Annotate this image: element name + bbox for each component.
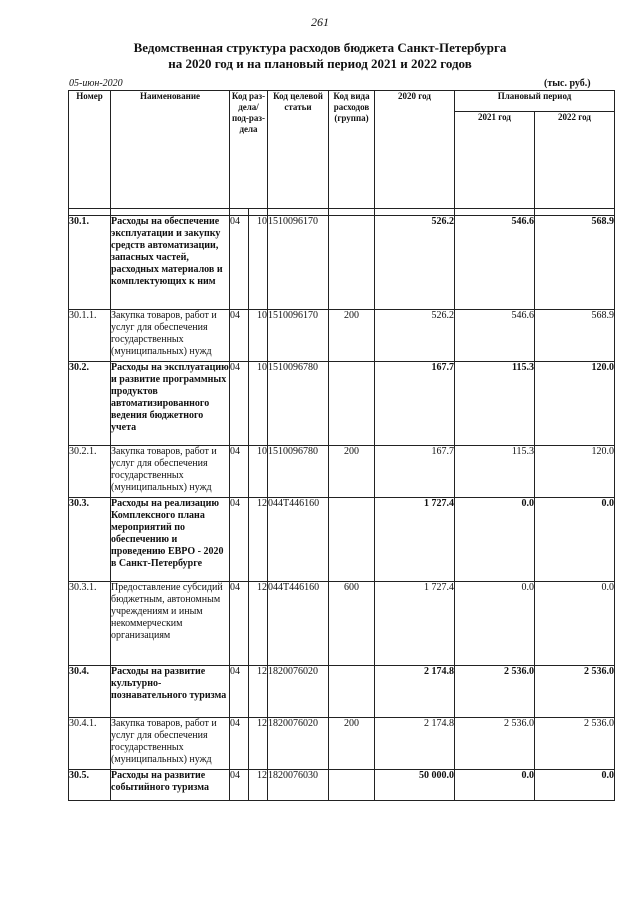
header-year-2022: 2022 год — [535, 112, 615, 209]
row-section: 04 — [230, 216, 249, 310]
row-value-2020: 526.2 — [375, 216, 455, 310]
row-target-code: 1820076030 — [268, 770, 329, 801]
row-subsection: 12 — [249, 498, 268, 582]
row-target-code: 1820076020 — [268, 718, 329, 770]
row-value-2020: 2 174.8 — [375, 666, 455, 718]
table-row — [69, 216, 615, 310]
units-label: (тыс. руб.) — [544, 78, 591, 89]
header-plan-period: Плановый период — [455, 91, 615, 112]
row-value-2021: 546.6 — [455, 310, 535, 362]
table-row — [69, 362, 615, 446]
row-section: 04 — [230, 446, 249, 498]
table-row — [69, 770, 615, 801]
row-value-2022: 0.0 — [535, 582, 615, 666]
row-value-2022: 2 536.0 — [535, 718, 615, 770]
header-number: Номер — [69, 91, 111, 209]
spacer-cell — [249, 209, 268, 216]
row-section: 04 — [230, 770, 249, 801]
row-target-code: 044Т446160 — [268, 498, 329, 582]
row-section: 04 — [230, 310, 249, 362]
row-number: 30.4.1. — [69, 718, 111, 770]
row-section: 04 — [230, 666, 249, 718]
row-subsection: 12 — [249, 666, 268, 718]
row-value-2020: 50 000.0 — [375, 770, 455, 801]
budget-table — [68, 90, 615, 801]
spacer-cell — [455, 209, 535, 216]
row-expense-kind: 600 — [329, 582, 375, 666]
row-name: Расходы на эксплуатацию и развитие программных продуктов автоматизированного ведения бюджетного учета — [111, 362, 230, 446]
header-section-code: Код раз-дела/ под-раз-дела — [230, 91, 268, 209]
table-row — [69, 582, 615, 666]
row-subsection: 12 — [249, 582, 268, 666]
row-value-2021: 0.0 — [455, 582, 535, 666]
row-number: 30.4. — [69, 666, 111, 718]
row-number: 30.3. — [69, 498, 111, 582]
row-value-2020: 167.7 — [375, 362, 455, 446]
header-year-2020: 2020 год — [375, 91, 455, 209]
title-line-1: Ведомственная структура расходов бюджета Санкт-Петербурга — [133, 40, 507, 55]
page-number: 261 — [311, 15, 329, 29]
row-section: 04 — [230, 362, 249, 446]
row-subsection: 10 — [249, 310, 268, 362]
spacer-cell — [535, 209, 615, 216]
row-value-2021: 2 536.0 — [455, 718, 535, 770]
row-value-2021: 0.0 — [455, 498, 535, 582]
row-section: 04 — [230, 718, 249, 770]
table-row — [69, 718, 615, 770]
document-date: 05-июн-2020 — [69, 78, 123, 89]
document-title — [0, 40, 640, 72]
row-value-2022: 0.0 — [535, 498, 615, 582]
row-target-code: 1510096170 — [268, 310, 329, 362]
table-spacer-row — [69, 209, 615, 216]
row-value-2022: 120.0 — [535, 362, 615, 446]
row-target-code: 044Т446160 — [268, 582, 329, 666]
header-expense-kind: Код вида расходов (группа) — [329, 91, 375, 209]
row-value-2020: 167.7 — [375, 446, 455, 498]
row-value-2022: 0.0 — [535, 770, 615, 801]
row-value-2022: 2 536.0 — [535, 666, 615, 718]
row-subsection: 10 — [249, 446, 268, 498]
row-name: Закупка товаров, работ и услуг для обеспечения государственных (муниципальных) нужд — [111, 310, 230, 362]
row-expense-kind — [329, 362, 375, 446]
row-value-2021: 2 536.0 — [455, 666, 535, 718]
row-name: Расходы на развитие культурно-познавательного туризма — [111, 666, 230, 718]
row-name: Закупка товаров, работ и услуг для обеспечения государственных (муниципальных) нужд — [111, 718, 230, 770]
table-row — [69, 446, 615, 498]
row-value-2020: 526.2 — [375, 310, 455, 362]
row-expense-kind: 200 — [329, 310, 375, 362]
row-value-2020: 2 174.8 — [375, 718, 455, 770]
row-name: Расходы на обеспечение эксплуатации и закупку средств автоматизации, запасных частей, расходных материалов и комплектующих к ним — [111, 216, 230, 310]
row-name: Закупка товаров, работ и услуг для обеспечения государственных (муниципальных) нужд — [111, 446, 230, 498]
row-target-code: 1510096170 — [268, 216, 329, 310]
row-expense-kind — [329, 498, 375, 582]
header-name: Наименование — [111, 91, 230, 209]
spacer-cell — [375, 209, 455, 216]
row-number: 30.1.1. — [69, 310, 111, 362]
row-number: 30.2.1. — [69, 446, 111, 498]
row-value-2021: 546.6 — [455, 216, 535, 310]
row-value-2021: 115.3 — [455, 362, 535, 446]
row-expense-kind — [329, 770, 375, 801]
row-target-code: 1510096780 — [268, 362, 329, 446]
row-value-2021: 0.0 — [455, 770, 535, 801]
row-number: 30.2. — [69, 362, 111, 446]
row-target-code: 1820076020 — [268, 666, 329, 718]
spacer-cell — [268, 209, 329, 216]
row-subsection: 12 — [249, 718, 268, 770]
row-expense-kind — [329, 216, 375, 310]
row-section: 04 — [230, 498, 249, 582]
row-expense-kind: 200 — [329, 718, 375, 770]
row-value-2022: 120.0 — [535, 446, 615, 498]
table-row — [69, 310, 615, 362]
header-year-2021: 2021 год — [455, 112, 535, 209]
row-number: 30.3.1. — [69, 582, 111, 666]
row-number: 30.5. — [69, 770, 111, 801]
row-value-2021: 115.3 — [455, 446, 535, 498]
row-value-2022: 568.9 — [535, 216, 615, 310]
header-target-code: Код целевой статьи — [268, 91, 329, 209]
row-expense-kind: 200 — [329, 446, 375, 498]
row-subsection: 10 — [249, 216, 268, 310]
row-subsection: 10 — [249, 362, 268, 446]
row-value-2020: 1 727.4 — [375, 498, 455, 582]
row-section: 04 — [230, 582, 249, 666]
row-expense-kind — [329, 666, 375, 718]
spacer-cell — [329, 209, 375, 216]
row-number: 30.1. — [69, 216, 111, 310]
spacer-cell — [111, 209, 230, 216]
table-row — [69, 498, 615, 582]
row-subsection: 12 — [249, 770, 268, 801]
row-target-code: 1510096780 — [268, 446, 329, 498]
row-value-2020: 1 727.4 — [375, 582, 455, 666]
row-value-2022: 568.9 — [535, 310, 615, 362]
spacer-cell — [230, 209, 249, 216]
row-name: Расходы на развитие событийного туризма — [111, 770, 230, 801]
row-name: Расходы на реализацию Комплексного плана мероприятий по обеспечению и проведению ЕВРО - 2020 в Санкт-Петербурге — [111, 498, 230, 582]
table-row — [69, 666, 615, 718]
row-name: Предоставление субсидий бюджетным, автономным учреждениям и иным некоммерческим организациям — [111, 582, 230, 666]
spacer-cell — [69, 209, 111, 216]
title-line-2: на 2020 год и на плановый период 2021 и 2022 годов — [168, 56, 472, 71]
